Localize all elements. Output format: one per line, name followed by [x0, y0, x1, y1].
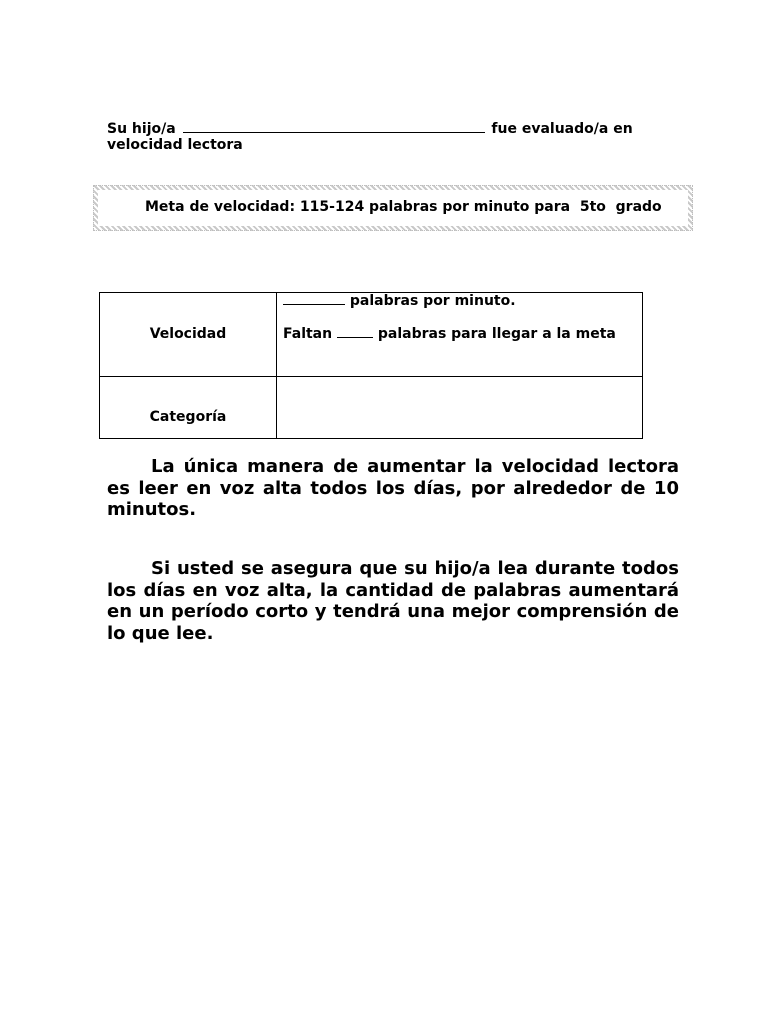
intro-suffix: fue evaluado/a en [491, 121, 633, 137]
velocidad-label-cell [100, 293, 277, 377]
paragraph-read-aloud: La única manera de aumentar la velocidad lectora es leer en voz alta todos los días, por alrededor de 10 minutos. [107, 456, 679, 520]
intro-line2: velocidad lectora [107, 137, 243, 153]
intro-prefix: Su hijo/a [107, 121, 176, 137]
velocidad-row [100, 293, 643, 377]
child-name-blank[interactable] [183, 120, 485, 133]
categoria-label-cell [100, 377, 277, 439]
faltan-suffix: palabras para llegar a la meta [372, 326, 616, 342]
faltan-blank[interactable] [337, 326, 373, 338]
wpm-blank[interactable] [283, 293, 345, 305]
velocidad-value-cell [277, 293, 643, 377]
results-table [99, 292, 643, 439]
paragraph-parent-advice: Si usted se asegura que su hijo/a lea durante todos los días en voz alta, la cantidad de palabras aumentará en un período corto y tendrá una mejor comprensión de lo que lee. [107, 558, 679, 644]
categoria-value-cell[interactable] [277, 377, 643, 439]
categoria-label: Categoría [149, 409, 227, 425]
velocidad-label: Velocidad [149, 326, 227, 342]
faltan-line [283, 326, 642, 342]
categoria-row [100, 377, 643, 439]
faltan-prefix: Faltan [283, 326, 337, 342]
speed-goal-box [93, 185, 693, 231]
speed-goal-text: Meta de velocidad: 115-124 palabras por minuto para 5to grado [145, 199, 662, 215]
wpm-text: palabras por minuto. [345, 293, 516, 309]
intro-sentence [107, 120, 667, 153]
wpm-line [283, 293, 642, 309]
